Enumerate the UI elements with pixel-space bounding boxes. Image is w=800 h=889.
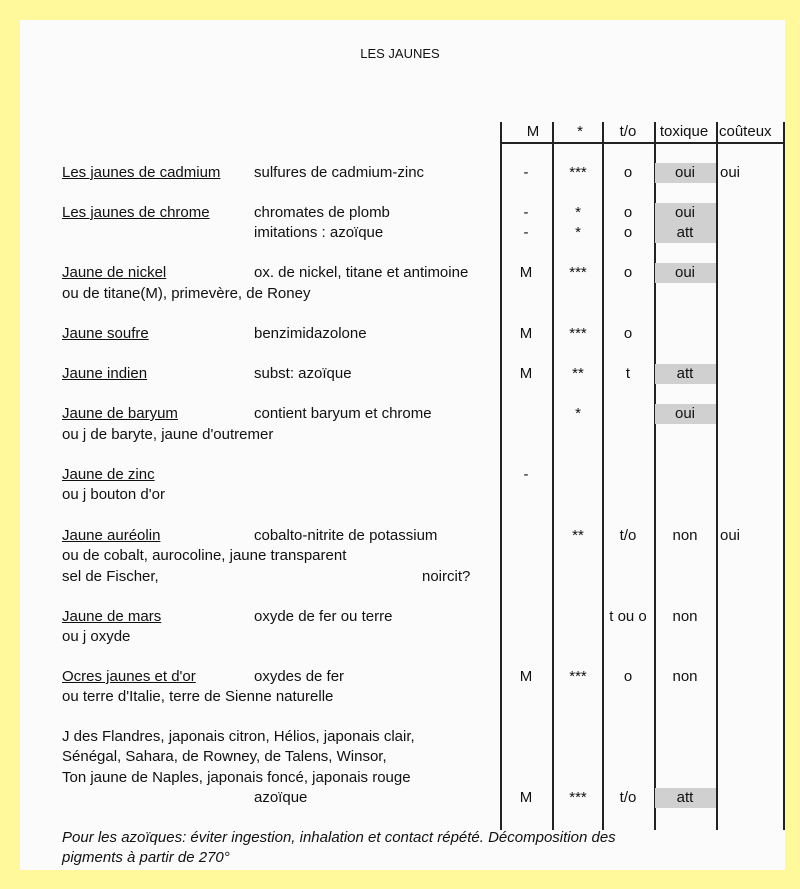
cell-to: o [623,264,633,281]
pigment-aliases: ou j bouton d'or [62,486,165,503]
cell-stars: * [575,405,581,422]
cell-m: - [523,466,529,483]
cell-m: M [519,789,533,806]
pigment-composition: contient baryum et chrome [254,405,432,422]
cell-couteux: oui [720,527,741,544]
cell-to: o [623,668,633,685]
cell-toxique: att [676,789,694,806]
pigment-aliases: ou de cobalt, aurocoline, jaune transparent [62,547,347,564]
cell-toxique: non [672,668,698,685]
cell-stars: *** [569,668,587,685]
pigment-name: Jaune soufre [62,325,149,342]
cell-to: t ou o [609,608,647,625]
cell-to: t/o [619,789,637,806]
cell-to: o [623,164,633,181]
pigment-composition: azoïque [254,789,308,806]
pigment-composition: subst: azoïque [254,365,352,382]
pigment-name: Jaune indien [62,365,148,382]
pigment-composition: oxydes de fer [254,668,345,685]
header-stars: * [577,123,583,140]
header-m: M [526,123,540,140]
pigment-aliases: Ton jaune de Naples, japonais foncé, japonais rouge [62,769,411,786]
pigment-name: Les jaunes de chrome [62,204,210,221]
pigment-name: Ocres jaunes et d'or [62,668,196,685]
header-to: t/o [619,123,637,140]
cell-toxique: non [672,527,698,544]
pigment-aliases: ou j oxyde [62,628,131,645]
pigment-composition: sulfures de cadmium-zinc [254,164,425,181]
footer-note-2: pigments à partir de 270° [62,849,230,866]
cell-m: M [519,668,533,685]
pigment-aliases: ou j de baryte, jaune d'outremer [62,426,274,443]
cell-m: M [519,264,533,281]
cell-m: M [519,325,533,342]
cell-m: - [523,224,529,241]
cell-stars: * [575,224,581,241]
cell-toxique: oui [674,264,696,281]
pigment-aliases: ou terre d'Italie, terre de Sienne naturelle [62,688,334,705]
cell-stars: ** [572,365,584,382]
cell-to: o [623,224,633,241]
cell-to: t/o [619,527,637,544]
column-divider [602,122,604,830]
cell-stars: *** [569,264,587,281]
column-divider [500,122,502,830]
cell-toxique: oui [674,405,696,422]
pigment-aliases: ou de titane(M), primevère, de Roney [62,285,311,302]
footer-note-1: Pour les azoïques: éviter ingestion, inhalation et contact répété. Décomposition des [62,829,616,846]
cell-m: - [523,204,529,221]
pigment-composition: oxyde de fer ou terre [254,608,393,625]
pigment-composition: benzimidazolone [254,325,367,342]
pigment-aliases: J des Flandres, japonais citron, Hélios, japonais clair, [62,728,415,745]
column-divider [552,122,554,830]
cell-couteux: oui [720,164,741,181]
column-divider [716,122,718,830]
cell-to: o [623,204,633,221]
pigment-name: Jaune de mars [62,608,162,625]
pigment-name: Les jaunes de cadmium [62,164,221,181]
pigment-aliases: Sénégal, Sahara, de Rowney, de Talens, Winsor, [62,748,387,765]
pigment-composition: chromates de plomb [254,204,390,221]
pigment-name: Jaune auréolin [62,527,161,544]
cell-to: t [625,365,631,382]
cell-toxique: non [672,608,698,625]
pigment-aliases: sel de Fischer, [62,568,159,585]
cell-stars: *** [569,325,587,342]
cell-m: M [519,365,533,382]
header-toxique: toxique [659,123,709,140]
cell-stars: * [575,204,581,221]
cell-toxique: oui [674,204,696,221]
cell-toxique: att [676,224,694,241]
cell-toxique: oui [674,164,696,181]
cell-toxique: att [676,365,694,382]
pigment-composition: ox. de nickel, titane et antimoine [254,264,469,281]
cell-m: - [523,164,529,181]
page-title: LES JAUNES [360,46,440,61]
header-couteux: coûteux [719,123,772,140]
pigment-name: Jaune de baryum [62,405,178,422]
cell-stars: ** [572,527,584,544]
header-underline [500,142,783,144]
column-divider [783,122,785,830]
pigment-name: Jaune de nickel [62,264,167,281]
cell-stars: *** [569,164,587,181]
pigment-note: noircit? [422,568,471,585]
cell-to: o [623,325,633,342]
cell-stars: *** [569,789,587,806]
pigment-composition: imitations : azoïque [254,224,384,241]
pigment-name: Jaune de zinc [62,466,155,483]
pigment-composition: cobalto-nitrite de potassium [254,527,438,544]
